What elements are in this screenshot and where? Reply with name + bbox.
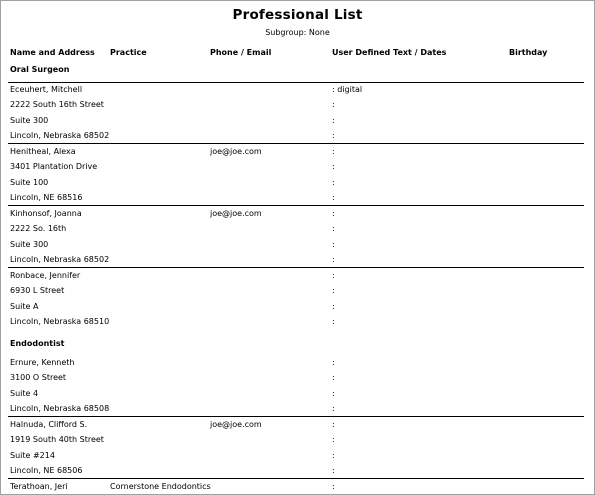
- address-line: 3100 O Street: [10, 373, 67, 383]
- entry-divider: [8, 205, 584, 206]
- professional-name: Ernure, Kenneth: [10, 358, 75, 367]
- user-defined-value: :: [332, 239, 335, 249]
- user-defined-value: :: [332, 388, 335, 398]
- address-line: Suite #214: [10, 450, 55, 460]
- professional-name: Terathoan, Jeri: [10, 482, 68, 491]
- phone-email: joe@joe.com: [210, 420, 262, 429]
- address-line: Lincoln, Nebraska 68508: [10, 403, 110, 413]
- entry-divider: [8, 267, 584, 268]
- report-title: Professional List: [232, 7, 363, 23]
- user-defined-value: :: [332, 435, 335, 445]
- report-subtitle: Subgroup: None: [265, 28, 330, 37]
- header-divider: [8, 82, 584, 83]
- user-defined-value: :: [332, 130, 335, 140]
- user-defined-value: :: [332, 358, 335, 367]
- user-defined-value: :: [332, 286, 335, 296]
- address-line: Lincoln, Nebraska 68510: [10, 316, 110, 326]
- group-heading: Oral Surgeon: [10, 65, 70, 74]
- address-line: Lincoln, Nebraska 68502: [10, 254, 110, 264]
- phone-email: joe@joe.com: [210, 209, 262, 218]
- professional-name: Halnuda, Clifford S.: [10, 420, 88, 429]
- address-line: 6930 L Street: [10, 286, 65, 296]
- column-header-user-defined: User Defined Text / Dates: [332, 48, 447, 57]
- user-defined-value: :: [332, 224, 335, 234]
- address-line: Lincoln, NE 68506: [10, 465, 83, 475]
- user-defined-value: :: [332, 465, 335, 475]
- entry-divider: [8, 143, 584, 144]
- entry-divider: [8, 478, 584, 479]
- user-defined-value: :: [332, 209, 335, 218]
- address-line: 1919 South 40th Street: [10, 435, 104, 445]
- user-defined-value: :: [332, 316, 335, 326]
- address-line: Suite 300: [10, 115, 49, 125]
- user-defined-value: :: [332, 147, 335, 156]
- user-defined-value: :: [332, 271, 335, 280]
- practice-name: Cornerstone Endodontics: [110, 482, 211, 491]
- address-line: 2222 South 16th Street: [10, 100, 104, 110]
- address-line: 3401 Plantation Drive: [10, 162, 98, 172]
- address-line: 2222 So. 16th: [10, 224, 67, 234]
- group-heading: Endodontist: [10, 339, 65, 348]
- address-line: Lincoln, Nebraska 68502: [10, 130, 110, 140]
- user-defined-value: :: [332, 115, 335, 125]
- column-header-name: Name and Address: [10, 48, 95, 57]
- address-line: Suite 4: [10, 388, 39, 398]
- user-defined-value: :: [332, 403, 335, 413]
- user-defined-value: :: [332, 301, 335, 311]
- user-defined-value: :: [332, 420, 335, 429]
- professional-name: Eceuhert, Mitchell: [10, 85, 83, 94]
- address-line: Suite A: [10, 301, 39, 311]
- phone-email: joe@joe.com: [210, 147, 262, 156]
- user-defined-value: : digital: [332, 85, 363, 94]
- user-defined-value: :: [332, 177, 335, 187]
- column-header-phone: Phone / Email: [210, 48, 272, 57]
- address-line: Lincoln, NE 68516: [10, 192, 83, 202]
- user-defined-value: :: [332, 192, 335, 202]
- entry-divider: [8, 416, 584, 417]
- user-defined-value: :: [332, 254, 335, 264]
- user-defined-value: :: [332, 373, 335, 383]
- user-defined-value: :: [332, 450, 335, 460]
- user-defined-value: :: [332, 482, 335, 491]
- user-defined-value: :: [332, 100, 335, 110]
- column-header-birthday: Birthday: [509, 48, 548, 57]
- user-defined-value: :: [332, 162, 335, 172]
- address-line: Suite 300: [10, 239, 49, 249]
- professional-name: Ronbace, Jennifer: [10, 271, 81, 280]
- professional-name: Henitheal, Alexa: [10, 147, 76, 156]
- column-header-practice: Practice: [110, 48, 147, 57]
- address-line: Suite 100: [10, 177, 49, 187]
- professional-name: Kinhonsof, Joanna: [10, 209, 82, 218]
